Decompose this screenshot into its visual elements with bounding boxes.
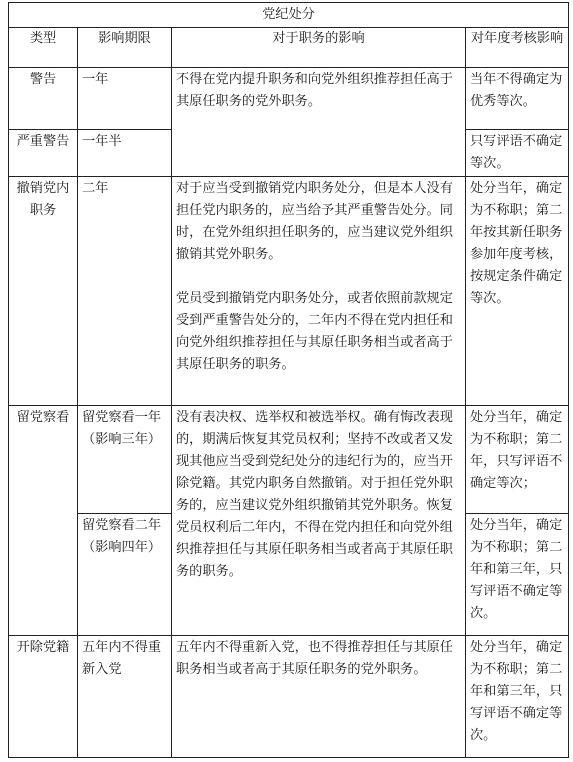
paragraph-gap	[176, 266, 461, 288]
period-warning: 一年	[78, 68, 172, 130]
table-title: 党纪处分	[9, 3, 569, 28]
header-row	[9, 28, 569, 68]
discipline-table	[8, 2, 569, 758]
period-probation-1: 留党察看一年（影响三年）	[78, 406, 172, 514]
row-dismissal	[9, 177, 569, 406]
type-expulsion: 开除党籍	[9, 636, 78, 758]
title-row	[9, 3, 569, 28]
period-serious-warning: 一年半	[78, 130, 172, 177]
effect-probation: 没有表决权、选举权和被选举权。确有悔改表现的，期满后恢复其党员权利；坚持不改或者又发现其他应当受到党纪处分的违纪行为的，应当开除党籍。其党内职务自然撤销。对于担任党外职务的，应当建议党外组织撤销其党外职务。恢复党员权利后二年内，不得在党内担任和向党外组织推荐担任与其原任职务相当或者高于其原任职务的职务。	[172, 406, 466, 636]
effect-warning: 不得在党内提升职务和向党外组织推荐担任高于其原任职务的党外职务。	[172, 68, 466, 177]
evaluation-warning: 当年不得确定为优秀等次。	[466, 68, 569, 130]
evaluation-probation-2: 处分当年，确定为不称职；第二年和第三年，只写评语不确定等次。	[466, 514, 569, 636]
row-expulsion	[9, 636, 569, 758]
header-type: 类型	[9, 28, 78, 68]
evaluation-expulsion: 处分当年，确定为不称职；第二年和第三年，只写评语不确定等次。	[466, 636, 569, 758]
effect-dismissal	[172, 177, 466, 406]
type-warning: 警告	[9, 68, 78, 130]
row-probation-1	[9, 406, 569, 514]
effect-expulsion: 五年内不得重新入党，也不得推荐担任与其原任职务相当或者高于其原任职务的党外职务。	[172, 636, 466, 758]
type-serious-warning: 严重警告	[9, 130, 78, 177]
type-dismissal: 撤销党内职务	[9, 177, 78, 406]
evaluation-probation-1: 处分当年，确定为不称职；第二年，只写评语不确定等次；	[466, 406, 569, 514]
header-period: 影响期限	[78, 28, 172, 68]
row-warning	[9, 68, 569, 130]
evaluation-serious-warning: 只写评语不确定等次。	[466, 130, 569, 177]
header-evaluation: 对年度考核影响	[466, 28, 569, 68]
period-expulsion: 五年内不得重新入党	[78, 636, 172, 758]
evaluation-dismissal: 处分当年，确定为不称职；第二年按其新任职务参加年度考核，按规定条件确定等次。	[466, 177, 569, 406]
type-probation: 留党察看	[9, 406, 78, 636]
period-dismissal: 二年	[78, 177, 172, 406]
effect-dismissal-paragraph-2: 党员受到撤销党内职务处分，或者依照前款规定受到严重警告处分的，二年内不得在党内担任和向党外组织推荐担任与其原任职务相当或者高于其原任职务的职务。	[176, 291, 453, 372]
effect-dismissal-paragraph-1: 对于应当受到撤销党内职务处分，但是本人没有担任党内职务的，应当给予其严重警告处分。同时，在党外组织担任职务的，应当建议党外组织撤销其党外职务。	[176, 181, 453, 262]
header-effect: 对于职务的影响	[172, 28, 466, 68]
period-probation-2: 留党察看二年（影响四年）	[78, 514, 172, 636]
